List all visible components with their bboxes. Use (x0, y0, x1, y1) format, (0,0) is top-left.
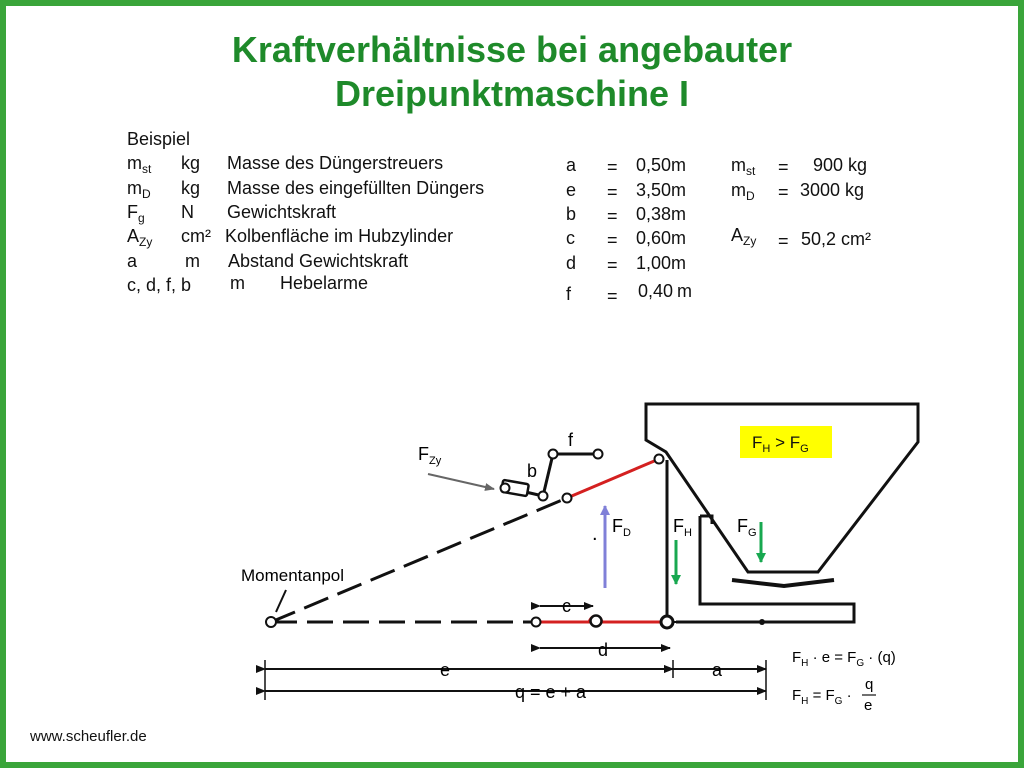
value-symbol: a (566, 155, 577, 175)
value-symbol: $m_D$ (731, 180, 755, 203)
website-footer: www.scheufler.de (30, 728, 147, 745)
label-fzy: $F_{Zy}$ (418, 444, 442, 467)
label-b: b (527, 461, 538, 481)
label-e: e (440, 660, 451, 680)
pivot (549, 450, 558, 459)
def-symbol: $A_{Zy}$ (127, 226, 153, 249)
value-symbol: b (566, 204, 577, 224)
value-symbol: d (566, 253, 577, 273)
frame-bracket-inner (700, 516, 712, 524)
formula-moment: $F_H \cdot e = F_G \cdot (q)$ (792, 649, 896, 669)
pivot (563, 494, 572, 503)
formula-denominator: e (864, 697, 873, 714)
def-description: Masse des Düngerstreuers (227, 153, 444, 173)
value-number: 0,38m (636, 204, 687, 224)
def-description: Gewichtskraft (227, 202, 337, 222)
def-symbol: a (127, 251, 138, 271)
label-dot: . (592, 523, 598, 545)
equals-sign: = (607, 206, 618, 226)
equals-sign: = (778, 157, 789, 177)
tail-dot (759, 619, 765, 625)
def-unit: cm² (181, 226, 211, 246)
value-number: 50,2 cm² (801, 229, 872, 249)
value-symbol: e (566, 180, 577, 200)
highlight-text: $F_H > F_G$ (752, 433, 809, 455)
def-unit: N (181, 202, 194, 222)
value-number: 3,50m (636, 180, 687, 200)
upper-link (567, 459, 659, 498)
equals-sign: = (607, 230, 618, 250)
formula-fh: $F_H = F_G$ · (792, 687, 852, 707)
def-unit: kg (181, 178, 201, 198)
value-number: 3000 kg (800, 180, 865, 200)
def-symbol: $m_{st}$ (127, 153, 152, 176)
pivot (594, 450, 603, 459)
value-number: 0,40 (638, 281, 674, 301)
label-d: d (598, 640, 609, 660)
label-c: c (562, 596, 571, 616)
value-number: 0,50m (636, 155, 687, 175)
value-symbol: f (566, 284, 572, 304)
value-unit: m (677, 281, 692, 301)
def-description: Masse des eingefüllten Düngers (227, 178, 485, 198)
equals-sign: = (607, 255, 618, 275)
label-momentanpol: Momentanpol (241, 566, 345, 585)
value-number: 0,60m (636, 228, 687, 248)
value-symbol: $m_{st}$ (731, 155, 756, 178)
label-q: q = e + a (515, 682, 587, 702)
pivot (539, 492, 548, 501)
pivot (661, 616, 673, 628)
def-unit: kg (181, 153, 201, 173)
fzy-arrow (428, 474, 494, 489)
example-heading: Beispiel (127, 129, 191, 149)
label-a: a (712, 660, 723, 680)
def-description: Abstand Gewichtskraft (228, 251, 409, 271)
def-description: Kolbenfläche im Hubzylinder (225, 226, 454, 246)
value-number: 900 kg (813, 155, 868, 175)
lever-b (543, 454, 553, 496)
momentanpol-point (266, 617, 276, 627)
equals-sign: = (778, 231, 789, 251)
frame-bracket (676, 516, 854, 622)
value-number: 1,00m (636, 253, 687, 273)
def-unit: m (230, 273, 245, 293)
label-fg: $F_G$ (737, 516, 757, 539)
equals-sign: = (607, 286, 618, 306)
equals-sign: = (607, 157, 618, 177)
value-symbol: c (566, 228, 575, 248)
pivot (655, 455, 664, 464)
def-symbol: $m_D$ (127, 178, 151, 201)
momentanpol-pointer (276, 590, 286, 612)
def-symbol: $F_g$ (127, 202, 145, 225)
slide-title-line-2: Dreipunktmaschine I (334, 73, 690, 114)
equals-sign: = (778, 182, 789, 202)
spreader-disc (732, 580, 834, 586)
pivot (532, 618, 541, 627)
label-fh: $F_H$ (673, 516, 692, 539)
value-symbol: $A_{Zy}$ (731, 225, 757, 248)
def-description: Hebelarme (280, 273, 369, 293)
def-unit: m (185, 251, 200, 271)
label-f: f (568, 430, 574, 450)
construction-line-upper (271, 498, 567, 622)
def-symbol: c, d, f, b (127, 275, 192, 295)
pivot (591, 616, 602, 627)
slide-title-line-1: Kraftverhältnisse bei angebauter (231, 29, 793, 70)
pivot (501, 484, 510, 493)
label-fd: $F_D$ (612, 516, 631, 539)
formula-numerator: q (865, 676, 874, 693)
equals-sign: = (607, 182, 618, 202)
